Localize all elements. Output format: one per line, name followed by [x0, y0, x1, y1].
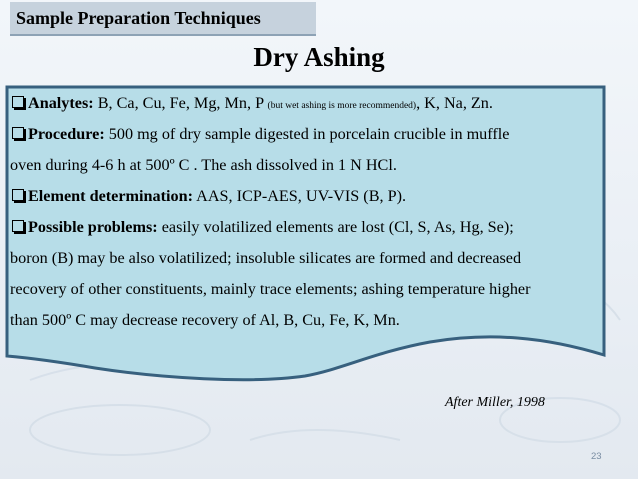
analytes-text-after: , K, Na, Zn. [416, 94, 493, 112]
analytes-text: B, Ca, Cu, Fe, Mg, Mn, P [93, 94, 268, 112]
section-header [10, 2, 316, 36]
possible-problems-line-2 [10, 243, 602, 274]
slide-title: Dry Ashing [253, 42, 385, 72]
possible-problems-line-3 [10, 274, 602, 305]
section-header-title: Sample Preparation Techniques [16, 8, 261, 28]
analytes-note: (but wet ashing is more recommended) [267, 101, 417, 111]
analytes-label: Analytes: [28, 94, 94, 112]
procedure-text-2: oven during 4-6 h at 500º C . The ash dissolved in 1 N HCl. [10, 156, 397, 174]
procedure-label: Procedure: [28, 125, 105, 143]
possible-problems-line [10, 212, 602, 243]
citation: After Miller, 1998 [445, 395, 545, 410]
element-determination-text: AAS, ICP-AES, UV-VIS (B, P). [193, 187, 407, 205]
possible-problems-line-4 [10, 305, 602, 336]
page-number: 23 [591, 451, 602, 462]
element-determination-label: Element determination: [28, 187, 193, 205]
checkbox-bullet-icon [12, 96, 24, 108]
possible-problems-text-2: boron (B) may be also volatilized; insoluble silicates are formed and decreased [10, 249, 522, 267]
procedure-text-1: 500 mg of dry sample digested in porcelain crucible in muffle [104, 125, 510, 143]
element-determination-line [10, 181, 602, 212]
possible-problems-text-3: recovery of other constituents, mainly trace elements; ashing temperature higher [10, 280, 531, 298]
procedure-line [10, 119, 602, 150]
possible-problems-text-4: than 500º C may decrease recovery of Al, B, Cu, Fe, K, Mn. [10, 311, 400, 329]
checkbox-bullet-icon [12, 127, 24, 139]
possible-problems-label: Possible problems: [28, 218, 158, 236]
analytes-line [10, 88, 602, 119]
panel-content [10, 88, 602, 336]
checkbox-bullet-icon [12, 220, 24, 232]
possible-problems-text-1: easily volatilized elements are lost (Cl, S, As, Hg, Se); [157, 218, 514, 236]
procedure-line-2 [10, 150, 602, 181]
checkbox-bullet-icon [12, 189, 24, 201]
